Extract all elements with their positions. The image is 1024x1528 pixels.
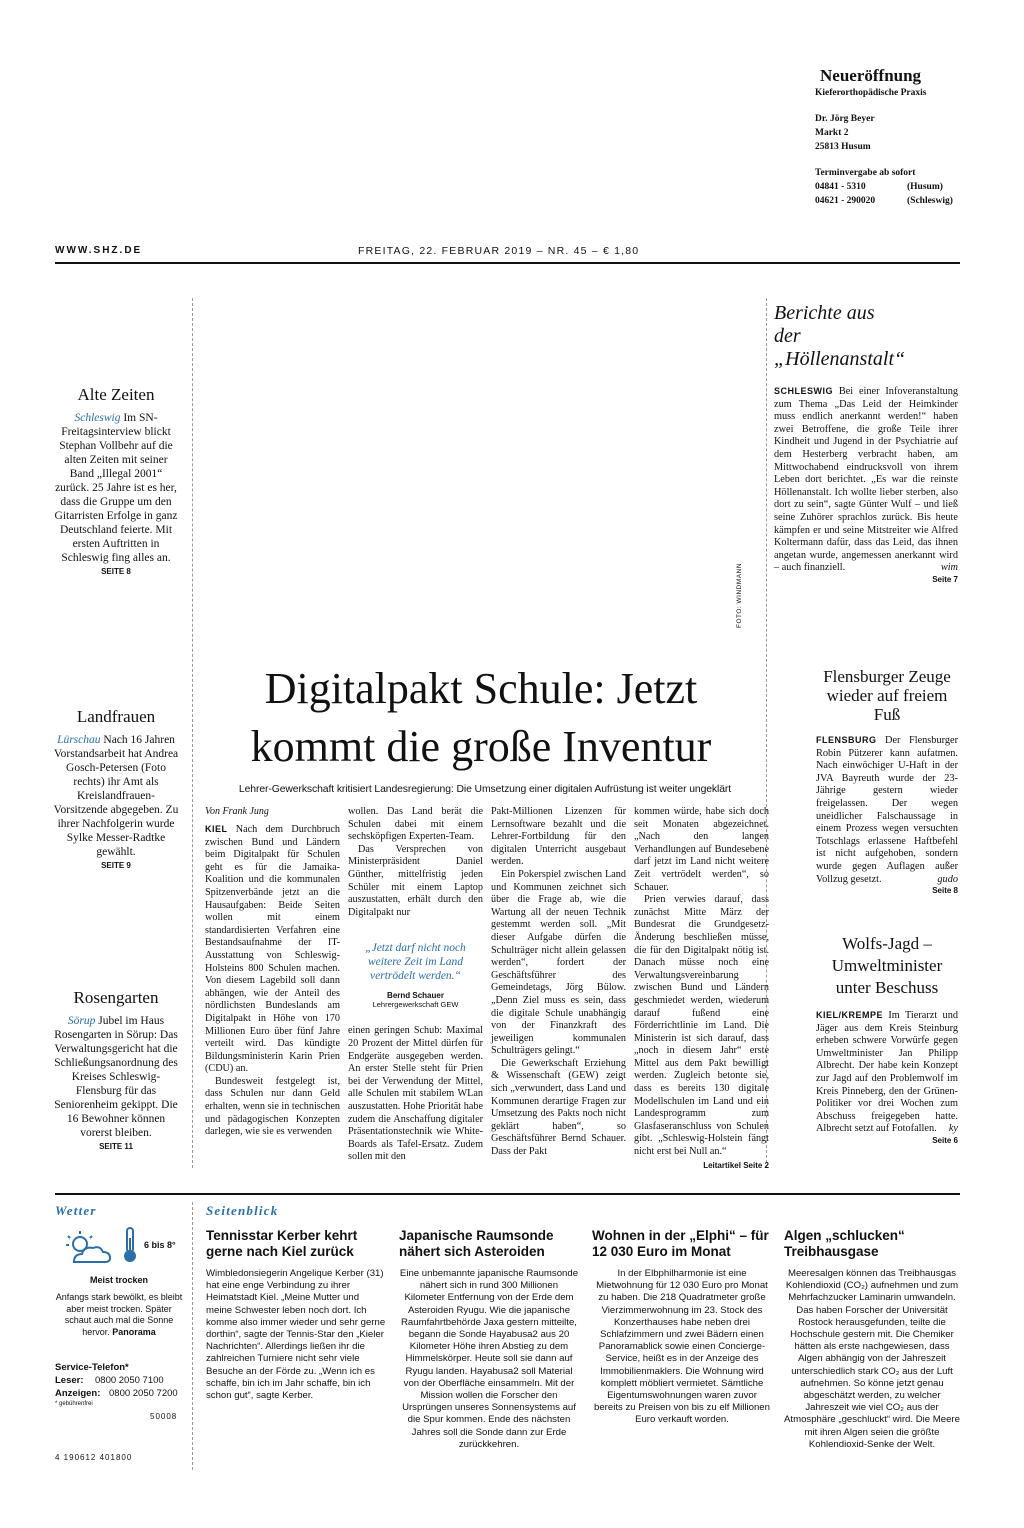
teaser-title: Landfrauen (76, 707, 156, 726)
lead-paragraph: Pakt-Millionen Lizenzen für Lernsoftware bezahlt und die Lehrer-Fortbildung für den digitalen Unterricht ausgebaut werden. (491, 806, 626, 868)
ad-street: Markt 2 (815, 128, 849, 138)
teaser-page-ref[interactable]: SEITE 9 (101, 861, 131, 870)
teaser-body (774, 385, 958, 575)
lead-paragraph: Ein Pokerspiel zwischen Land und Kommunen zeichnet sich über die Frage ab, wie die Wartung all der neuen Technik gestemmt werden soll. „Mit dieser Aufgabe dürfen die Schulträger nicht allein gelassen werden“, fordert der Geschäftsführer des Gemeindetags, Jörg Bülow. „Denn Ziel muss es sein, dass die digitale Schule unabhängig von der Finanzkraft des jeweiligen kommunalen Schulträgers gelingt.“ (491, 868, 626, 1057)
teaser-text: Im Tierarzt und Jäger aus dem Kreis Steinburg erheben schwere Vorwürfe gegen Umweltminister Jan Philipp Albrecht. Der habe kein Konzept zur Jagd auf den Problemwolf im Kreis Pinneberg, den der Grünen-Politiker vor drei Wochen zum Abschuss freigegeben hatte. Albrecht setzt auf Fotofallen. (816, 1010, 958, 1135)
teaser-place: Sörup (67, 1015, 96, 1027)
ad-name: Dr. Jörg Beyer (815, 114, 875, 124)
teaser-title: Rosengarten (73, 988, 159, 1007)
lead-paragraph: kommen würde, habe sich doch seit Monaten abgezeichnet. „Nach den langen Verhandlungen auf Bundesebene darf jetzt im Land nicht weitere Zeit vertrödelt werden“, so Schauer. (634, 806, 769, 893)
lead-headline-line-2[interactable]: kommt die große Inventur (250, 722, 712, 771)
teaser-title: Alte Zeiten (77, 385, 155, 404)
teaser-landfrauen[interactable] (52, 707, 180, 870)
teaser-page-ref[interactable]: Seite 7 (932, 574, 958, 584)
service-label: Anzeigen: (55, 1388, 101, 1399)
service-phone (55, 1361, 183, 1408)
seitenblick-title: Tennisstar Kerber kehrt gerne nach Kiel zurück (206, 1228, 358, 1259)
seitenblick-item-kerber[interactable] (206, 1228, 386, 1402)
ad-phone-row-2 (815, 194, 1012, 208)
teaser-page-ref[interactable]: SEITE 8 (101, 567, 131, 576)
ad-phone-1-loc: (Husum) (907, 182, 943, 192)
weather-text (55, 1292, 183, 1338)
teaser-text: Der Flensburger Robin Pützerer kann aufatmen. Nach einwöchiger U-Haft in der JVA Bayreuth wurde der 23-Jährige gestern wieder freigelassen. Der wegen uneidlicher Falschaussage in einem Prozess wegen versuchten Totschlags erlassene Haftbefehl ist nicht aufgehoben, sondern wurde gegen Auflagen außer Vollzug gesetzt. (816, 735, 958, 885)
teaser-rosengarten[interactable] (52, 988, 180, 1151)
teaser-text: Bei einer Infoveranstaltung zum Thema „Das Leid der Heimkinder muss endlich anerkannt werden!“ haben zwei Betroffene, die große Teile ihrer Kindheit und Jugend in der Psychiatrie auf dem Hesterberg verbracht haben, am Mittwochabend eindrucksvoll von ihrem Leben dort berichtet. „Es war die reinste Höllenanstalt. Ich wollte lieber sterben, also dort zu sein“, sagte Günter Wulf – und ließ seine Zuhörer sprachlos zurück. Bis heute kämpfen er und seine Mitstreiter wie Alfred Koltermann dafür, dass das Leid, das ihnen angetan wurde, angemessen anerkannt wird – auch finanziell. (774, 386, 958, 574)
weather-condition: Meist trocken (89, 1275, 149, 1285)
teaser-author: gudo (937, 873, 958, 885)
teaser-text: Jubel im Haus Rosengarten in Sörup: Das Verwaltungsgericht hat die Schließungsanordnung des Kreises Schleswig-Flensburg für das Seniorenheim gekippt. Die 16 Bewohner können vorerst bleiben. (54, 1015, 178, 1139)
teaser-wolfs-jagd[interactable] (816, 933, 958, 1145)
issue-code: 50008 (150, 1412, 178, 1421)
teaser-place: Schleswig (74, 412, 121, 424)
teaser-author: wim (940, 562, 958, 574)
left-column-rule (192, 298, 193, 1168)
lead-paragraph: einen geringen Schub: Maximal 20 Prozent der Mittel dürfen für Endgeräte ausgegeben werden. An erster Stelle steht für Prien bei der Verwendung der Mittel, alle Schulen mit stabilem WLan auszustatten. Hohe Priorität habe zudem die Anschaffung digitaler Präsentationstechnik wie White-Boards als Tafel-Ersatz. Zudem sollen mit den (348, 1025, 483, 1163)
lead-paragraph (205, 823, 340, 1076)
bottom-rule (55, 1193, 960, 1195)
issue-dateline: FREITAG, 22. FEBRUAR 2019 – NR. 45 – € 1,80 (358, 245, 640, 257)
seitenblick-title: Japanische Raumsonde nähert sich Asteroiden (399, 1228, 554, 1259)
lead-headline-line-1[interactable]: Digitalpakt Schule: Jetzt (264, 664, 698, 713)
ad-title: Neueröffnung (820, 66, 922, 85)
lead-paragraph: wollen. Das Land berät die Schulen dabei mit einem sechsköpfigen Experten-Team. (348, 806, 483, 843)
lead-paragraph: Bundesweit festgelegt ist, dass Schulen nur dann Geld erhalten, wenn sie in technischen und pädagogischen Konzepten darlegen, wie sie es verwenden (205, 1075, 340, 1138)
barcode-number: 4 190612 401800 (55, 1453, 133, 1462)
ad-phone-1: 04841 - 5310 (815, 182, 866, 192)
ad-phone-row-1 (815, 180, 1012, 194)
teaser-flensburger-zeuge[interactable] (816, 667, 958, 895)
teaser-body (816, 1009, 958, 1136)
teaser-alte-zeiten[interactable] (52, 385, 180, 576)
pull-quote-org: Lehrergewerkschaft GEW (372, 1000, 459, 1010)
teaser-body (816, 734, 958, 886)
teaser-text: Im SN-Freitagsinterview blickt Stephan Vollbehr auf die alten Zeiten mit seiner Band „Illegal 2001“ zurück. 25 Jahre ist es her, dass die Gruppe um den Gitarristen Erfolge in ganz Deutschland feierte. Mit ersten Auftritten in Schleswig fing alles an. (54, 412, 178, 564)
leitartikel-ref[interactable]: Leitartikel Seite 2 (703, 1160, 769, 1170)
lead-column-4 (634, 806, 769, 1170)
bottom-weather-rule (192, 1202, 193, 1470)
teaser-place: Lürschau (57, 734, 101, 746)
pull-quote-text: „Jetzt darf nicht noch weitere Zeit im Land vertrödelt werden.“ (365, 942, 466, 983)
seitenblick-title: Wohnen in der „Elphi“ – für 12 030 Euro im Monat (592, 1228, 769, 1259)
seitenblick-item-elphi[interactable] (592, 1228, 772, 1427)
teaser-title: Flensburger Zeuge wieder auf freiem Fuß (823, 667, 951, 724)
teaser-page-ref[interactable]: SEITE 11 (99, 1142, 133, 1151)
lead-column-3 (491, 806, 626, 1159)
seitenblick-title: Algen „schlucken“ Treibhausgase (784, 1228, 905, 1259)
seitenblick-body: Eine unbemannte japanische Raumsonde nähert sich in rund 300 Millionen Kilometer Entfernung von der Erde dem Asteroiden Ryugu. Wie die japanische Raumfahrtbehörde Jaxa gestern mitteilte, begann die Sonde Hayabusa2 aus 20 Kilometer Höhe ihren Abstieg zu dem Himmelskörper. Heute soll sie dann auf Ryugu landen. Hayabusa2 soll Material von der Oberfläche einsammeln. Mit der Mission wollen die Forscher den Ursprüngen unseres Sonnensystems auf die Spur kommen. Ende des nächsten Jahres soll die Sonde dann zur Erde zurückkehren. (399, 1268, 579, 1450)
ad-address (815, 112, 1012, 154)
seitenblick-body: Meeresalgen können das Treibhausgas Kohlendioxid (CO₂) aufnehmen und zum Mehrfachzucker Laminarin umwandeln. Das haben Forscher der Universität Rostock herausgefunden, teilte die Hochschule gestern mit. Die Chemiker hätten als erste nachgewiesen, dass Algen abhängig von der Jahreszeit unterschiedlich stark CO₂ aus der Luft aufnehmen. So könne jetzt genau abgeschätzt werden, zu welcher Jahreszeit wie viel CO₂ aus der Atmosphäre „geschluckt“ wird. Die Meere mit ihren Algen seien die größte Kohlendioxid-Senke der Welt. (784, 1268, 960, 1450)
service-number[interactable]: 0800 2050 7100 (95, 1375, 164, 1386)
seitenblick-label: Seitenblick (206, 1203, 279, 1218)
teaser-body (52, 1014, 180, 1140)
weather-page-ref[interactable]: Panorama (112, 1326, 156, 1337)
ad-phone-2: 04621 - 290020 (815, 196, 876, 206)
teaser-hoellenanstalt[interactable] (774, 302, 958, 584)
teaser-place: FLENSBURG (816, 735, 877, 745)
service-footnote: * gebührenfrei (55, 1401, 93, 1407)
lead-paragraph: Prien verwies darauf, dass zunächst Mitte März der Bundesrat die Grundgesetz-Änderung beschließen müsse, die für den Digitalpakt nötig ist. Danach müsse noch eine Verwaltungsvereinbarung zwischen Bund und Ländern geschmiedet werden, wiederum darauf fußend eine Förderrichtlinie im Land. Die Ministerin ist sich darauf, dass „noch in diesem Jahr“ erste Mittel aus dem Pakt bewilligt werden. Zugleich betonte sie, dass es bereits 130 digitale Modellschulen im Land und ein Landesprogramm zum Glasfaseranschluss von Schulen gibt. „Schleswig-Holstein fängt nicht erst bei Null an.“ (634, 894, 769, 1158)
weather-label: Wetter (55, 1203, 97, 1218)
weather-icon-group (60, 1228, 180, 1268)
service-label: Leser: (55, 1375, 84, 1386)
ad-appointment: Terminvergabe ab sofort (815, 168, 916, 178)
seitenblick-body: In der Elbphilharmonie ist eine Mietwohnung für 12 030 Euro pro Monat zu haben. Die 218 Quadratmeter große Vierzimmerwohnung im 23. Stock des Konzerthauses habe neben drei Schlafzimmern und zwei Bädern einen Panoramablick sowie einen Concierge-Service, heißt es in der Anzeige des Immobilienmaklers. Die Wohnung wird komplett möbliert vermietet. Sämtliche Eigentumswohnungen waren zuvor bereits zu Preisen von bis zu elf Millionen Euro verkauft worden. (594, 1268, 770, 1426)
teaser-title: Wolfs-Jagd – Umweltminister unter Beschuss (831, 934, 943, 997)
sun-cloud-icon (60, 1228, 120, 1268)
teaser-body (52, 733, 180, 859)
lead-column-1 (205, 806, 340, 1139)
teaser-place: SCHLESWIG (774, 386, 834, 396)
lead-byline: Von Frank Jung (205, 806, 269, 817)
weather-description: Anfangs stark bewölkt, es bleibt aber meist trocken. Später schaut auch mal die Sonne hervor. (55, 1292, 183, 1337)
seitenblick-item-algen[interactable] (784, 1228, 960, 1451)
service-row-anzeigen (55, 1387, 183, 1400)
lead-text: Nach dem Durchbruch zwischen Bund und Ländern beim Digitalpakt für Schulen geht es für die Jamaika-Koalition und die kommunalen Spitzenverbände jetzt an die Hausaufgaben: Beide Seiten wollen mit einem standardisierten Verfahren eine Bestandsaufnahme der IT-Ausstattung von Schleswig-Holsteins 800 Schulen machen. Von diesem Lagebild soll dann abhängen, wie der Anteil des nördlichsten Bundeslands am Digitalpakt in Höhe von 170 Millionen Euro über fünf Jahre verteilt wird. Das kündigte Bildungsministerin Karin Prien (CDU) an. (205, 824, 340, 1075)
lead-subhead: Lehrer-Gewerkschaft kritisiert Landesregierung: Die Umsetzung einer digitalen Aufrüstung ist weiter ungeklärt (238, 784, 732, 795)
ad-city: 25813 Husum (815, 142, 871, 152)
teaser-body (52, 411, 180, 565)
lead-place: KIEL (205, 824, 228, 834)
lead-paragraph: Die Gewerkschaft Erziehung & Wissenschaft (GEW) zeigt sich „verwundert, dass Land und Kommunen derartige Fragen zur Umsetzung des Pakts noch nicht geklärt haben“, so Geschäftsführer Bernd Schauer. Dass der Pakt (491, 1057, 626, 1158)
ad-box (812, 66, 1012, 208)
teaser-page-ref[interactable]: Seite 8 (932, 886, 958, 896)
teaser-author: ky (948, 1123, 958, 1135)
service-title: Service-Telefon* (55, 1362, 129, 1373)
weather-temp: 6 bis 8° (144, 1240, 176, 1250)
masthead-rule (55, 262, 960, 264)
teaser-place: KIEL/KREMPE (816, 1010, 884, 1020)
teaser-page-ref[interactable]: Seite 6 (932, 1135, 958, 1145)
website-url[interactable]: WWW.SHZ.DE (55, 245, 143, 256)
lead-column-2 (348, 806, 483, 1164)
seitenblick-item-raumsonde[interactable] (399, 1228, 579, 1451)
ad-contact (815, 166, 1012, 208)
lead-paragraph: Das Versprechen von Ministerpräsident Daniel Günther, mittelfristig jeden Schüler mit einem Laptop auszustatten, erhält durch den Digitalpakt nur (348, 843, 483, 918)
teaser-text: Nach 16 Jahren Vorstandsarbeit hat Andrea Gosch-Petersen (Foto rechts) ihr Amt als Kreislandfrauen-Vorsitzende abgegeben. Zu ihrer Nachfolgerin wurde Sylke Messer-Radtke gewählt. (53, 734, 179, 858)
ad-phone-2-loc: (Schleswig) (907, 196, 953, 206)
ad-subtitle: Kieferorthopädische Praxis (815, 88, 927, 98)
seitenblick-body: Wimbledonsiegerin Angelique Kerber (31) hat eine enge Verbindung zu ihrer Heimatstadt Kiel. „Meine Mutter und meine Schwester leben noch dort. Ich komme also immer wieder und sehr gerne dorthin“, sagte der Tennis-Star den „Kieler Nachrichten“. Allerdings ließen ihr die zahlreichen Turniere nicht sehr viele Besuche an der Förde zu. „Wenn ich es schaffe, bin ich im Jahr schaffe, bin ich schon gut“, sagte Kerber. (206, 1268, 386, 1402)
teaser-title: Berichte aus der „Höllenanstalt“ (774, 302, 906, 370)
service-number[interactable]: 0800 2050 7200 (109, 1388, 178, 1399)
thermometer-icon (122, 1226, 138, 1264)
pull-quote (352, 941, 479, 1009)
photo-credit: FOTO: WINDMANN (736, 562, 743, 628)
pull-quote-name: Bernd Schauer (387, 991, 444, 1001)
service-row-leser (55, 1374, 183, 1387)
